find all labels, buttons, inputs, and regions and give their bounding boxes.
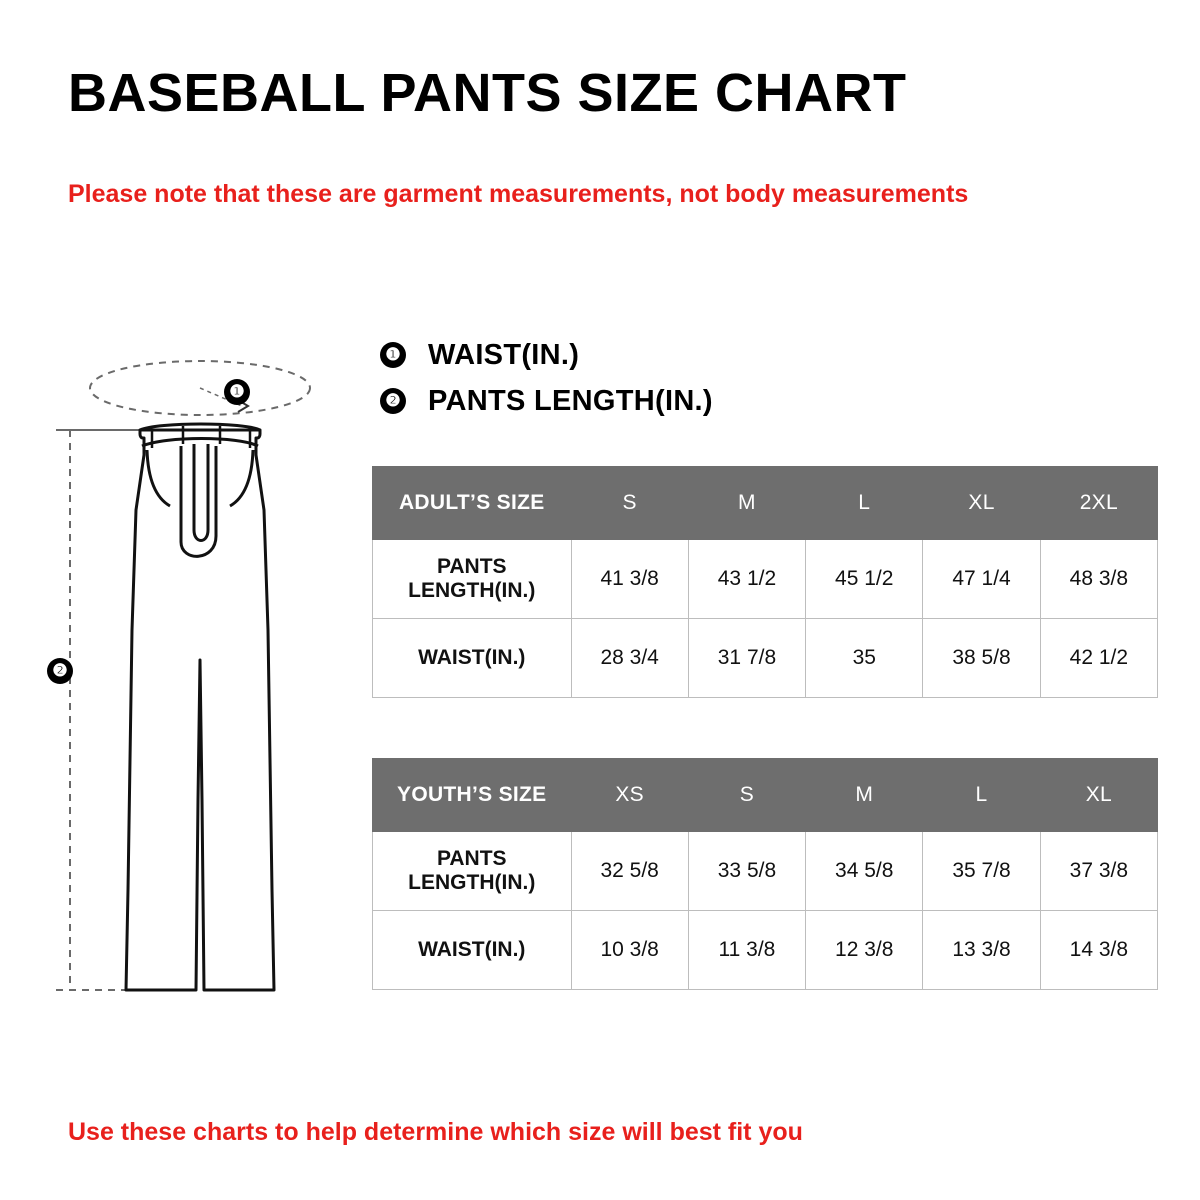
legend-label-pants-length: PANTS LENGTH(IN.) [428, 384, 713, 417]
table-row [373, 911, 1158, 990]
adult-col-l: L [806, 467, 923, 540]
adult-length-xl: 47 1/4 [923, 540, 1040, 619]
youth-col-m: M [806, 759, 923, 832]
youth-length-m: 34 5/8 [806, 832, 923, 911]
legend [380, 332, 713, 424]
table-row [373, 619, 1158, 698]
youth-col-xs: XS [571, 759, 688, 832]
page-title: BASEBALL PANTS SIZE CHART [68, 63, 907, 123]
pants-illustration-svg [48, 330, 358, 1020]
youth-waist-xl: 14 3/8 [1040, 911, 1157, 990]
adult-length-2xl: 48 3/8 [1040, 540, 1157, 619]
pants-diagram [48, 330, 358, 1020]
youth-row-label-waist: WAIST(IN.) [373, 911, 572, 990]
legend-item-waist [380, 332, 713, 378]
adult-col-m: M [688, 467, 805, 540]
measurement-note: Please note that these are garment measurements, not body measurements [68, 180, 969, 208]
table-header-row [373, 467, 1158, 540]
adult-waist-xl: 38 5/8 [923, 619, 1040, 698]
adult-row-label-pants-length: PANTS LENGTH(IN.) [373, 540, 572, 619]
adult-col-xl: XL [923, 467, 1040, 540]
youth-waist-l: 13 3/8 [923, 911, 1040, 990]
adult-waist-2xl: 42 1/2 [1040, 619, 1157, 698]
adult-row-label-waist: WAIST(IN.) [373, 619, 572, 698]
adult-col-2xl: 2XL [1040, 467, 1157, 540]
youth-length-xs: 32 5/8 [571, 832, 688, 911]
adult-waist-m: 31 7/8 [688, 619, 805, 698]
legend-label-waist: WAIST(IN.) [428, 338, 580, 371]
table-row [373, 832, 1158, 911]
number-two-icon: ❷ [380, 388, 406, 414]
adult-length-m: 43 1/2 [688, 540, 805, 619]
adult-waist-s: 28 3/4 [571, 619, 688, 698]
adult-size-table [372, 466, 1158, 698]
number-one-icon: ❶ [380, 342, 406, 368]
youth-length-s: 33 5/8 [688, 832, 805, 911]
youth-waist-s: 11 3/8 [688, 911, 805, 990]
adult-corner-header: ADULT’S SIZE [373, 467, 572, 540]
table-row [373, 540, 1158, 619]
youth-col-l: L [923, 759, 1040, 832]
youth-waist-xs: 10 3/8 [571, 911, 688, 990]
adult-length-l: 45 1/2 [806, 540, 923, 619]
youth-length-l: 35 7/8 [923, 832, 1040, 911]
youth-waist-m: 12 3/8 [806, 911, 923, 990]
legend-item-pants-length [380, 378, 713, 424]
adult-col-s: S [571, 467, 688, 540]
marker-waist-icon: ❶ [224, 379, 250, 405]
youth-length-xl: 37 3/8 [1040, 832, 1157, 911]
adult-length-s: 41 3/8 [571, 540, 688, 619]
youth-size-table [372, 758, 1158, 990]
footer-note: Use these charts to help determine which size will best fit you [68, 1118, 803, 1146]
marker-length-icon: ❷ [47, 658, 73, 684]
youth-row-label-pants-length: PANTS LENGTH(IN.) [373, 832, 572, 911]
adult-waist-l: 35 [806, 619, 923, 698]
table-header-row [373, 759, 1158, 832]
youth-col-s: S [688, 759, 805, 832]
youth-corner-header: YOUTH’S SIZE [373, 759, 572, 832]
youth-col-xl: XL [1040, 759, 1157, 832]
